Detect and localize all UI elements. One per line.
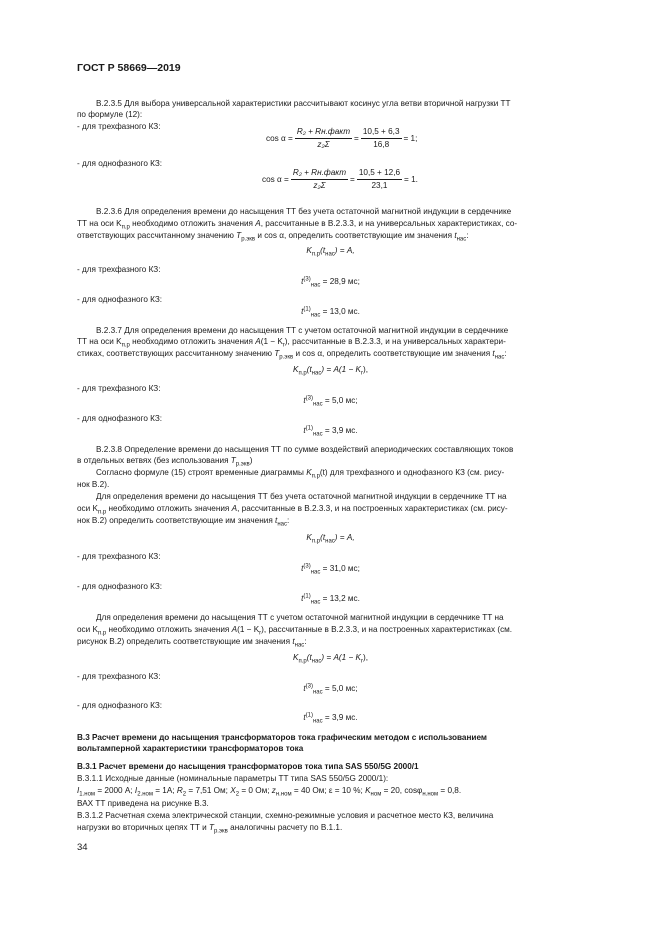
paragraph-line: в отдельных ветвях (без использования $T_{р.экв}$): [77, 456, 253, 468]
paragraph-line: ответствующих рассчитанному значению $T_{р.экв}$ и cos α, определить соответствующие им значения $t_{нас}$:: [77, 231, 469, 243]
list-item: - для трехфазного КЗ:: [77, 672, 161, 681]
formula-fraction: [295, 127, 352, 150]
formula-numerator-values: 10,5 + 6,3: [361, 127, 402, 139]
formula-denominator-value: 23,1: [371, 181, 388, 190]
list-item: - для однофазного КЗ:: [77, 582, 163, 591]
paragraph-line: В.2.3.8 Определение времени до насыщения ТТ по сумме воздействий апериодических составляющих токов: [96, 445, 514, 454]
paragraph-line: Для определения времени до насыщения ТТ без учета остаточной магнитной индукции в сердечнике ТТ на: [96, 492, 507, 501]
paragraph-line: В.3.1.1 Исходные данные (номинальные параметры ТТ типа SAS 550/5G 2000/1):: [77, 774, 389, 783]
formula-line: $t^{(3)}_{нас} = 5,0$ мс;: [303, 683, 358, 696]
page-number: 34: [77, 842, 88, 853]
list-item: - для трехфазного КЗ:: [77, 122, 161, 131]
paragraph-line: Для определения времени до насыщения ТТ с учетом остаточной магнитной индукции в сердечнике ТТ на: [96, 613, 504, 622]
formula-denominator: z₂Σ: [317, 140, 330, 149]
formula-numerator: R₂ + Rн.факт: [295, 127, 352, 139]
formula-line: $t^{(3)}_{нас} = 5,0$ мс;: [303, 395, 358, 408]
list-item: - для однофазного КЗ:: [77, 701, 163, 710]
formula-fraction-values: [357, 168, 402, 191]
paragraph-line: В.3.1.2 Расчетная схема электрической станции, схемно-режимные условия и расчетное место КЗ, величина: [77, 811, 494, 820]
paragraph-line: В.2.3.5 Для выбора универсальной характеристики рассчитывают косинус угла ветви вторичной нагрузки ТТ: [96, 99, 511, 108]
formula-cos-single-phase: cos α = $\frac{\text{R₂ + Rн.факт}}{\text{z₂Σ}}$ = $\frac{10,5 + 12,6}{23,1}$ = 1.: [262, 168, 418, 190]
formula-result: = 1;: [403, 133, 418, 143]
paragraph-line: нок В.2).: [77, 480, 110, 489]
formula-line: $K_{п.р}(t_{нас}) = A(1 - K_r)$,: [292, 365, 368, 377]
paragraph-line: рисунок В.2) определить соответствующие им значения $t_{нас}$:: [77, 637, 307, 649]
formula-line: $t^{(1)}_{нас} = 13,2$ мс.: [301, 593, 360, 606]
formula-line: $K_{п.р}(t_{нас}) = A$,: [306, 533, 355, 545]
formula-numerator-values: 10,5 + 12,6: [357, 168, 402, 180]
section-heading: В.3 Расчет времени до насыщения трансформаторов тока графическим методом с использованием: [77, 733, 487, 742]
formula-denominator-value: 16,8: [373, 140, 390, 149]
list-item: - для трехфазного КЗ:: [77, 384, 161, 393]
paragraph-line: В.2.3.6 Для определения времени до насыщения ТТ без учета остаточной магнитной индукции в сердечнике: [96, 207, 512, 216]
paragraph-line: по формуле (12):: [77, 110, 143, 119]
formula-fraction: [291, 168, 348, 191]
paragraph-line: ТТ на оси $K_{п.р}$ необходимо отложить значения $A(1 - K_r)$, рассчитанные в В.2.3.3, и на универсальных характери-: [77, 337, 506, 349]
section-heading: вольтамперной характеристики трансформаторов тока: [77, 744, 304, 753]
formula-line: $K_{п.р}(t_{нас}) = A$,: [306, 246, 355, 258]
formula-line: $t^{(1)}_{нас} = 13,0$ мс.: [301, 306, 360, 319]
list-item: - для однофазного КЗ:: [77, 414, 163, 423]
paragraph-line: оси $K_{п.р}$ необходимо отложить значения A, рассчитанные в В.2.3.3, и на построенных характеристиках (см. рису-: [77, 504, 508, 516]
paragraph-line: нагрузки во вторичных цепях ТТ и $T_{р.экв}$ аналогичны расчету по В.1.1.: [77, 823, 343, 835]
formula-line: $t^{(1)}_{нас} = 3,9$ мс.: [303, 712, 358, 725]
list-item: - для трехфазного КЗ:: [77, 552, 161, 561]
subsection-heading: В.3.1 Расчет времени до насыщения трансформаторов тока типа SAS 550/5G 2000/1: [77, 762, 419, 771]
formula-line: $t^{(1)}_{нас} = 3,9$ мс.: [303, 425, 358, 438]
formula-line: $K_{п.р}(t_{нас}) = A(1 - K_r)$,: [292, 653, 368, 665]
formula-fraction-values: [361, 127, 402, 150]
paragraph-line: В.2.3.7 Для определения времени до насыщения ТТ с учетом остаточной магнитной индукции в сердечнике: [96, 326, 509, 335]
paragraph-line: оси $K_{п.р}$ необходимо отложить значения $A(1 - K_r)$, рассчитанные в В.2.3.3, и на построенных характеристиках (см.: [77, 625, 513, 637]
formula-line: $t^{(3)}_{нас} = 31,0$ мс;: [301, 563, 360, 576]
list-item: - для однофазного КЗ:: [77, 159, 163, 168]
parameters-line: $I_{1.ном} = 2000$ A; $I_{2.ном} = 1A$; $R_2 = 7,51$ Ом; $X_2 = 0$ Ом; $z_{н.ном} = 40$ Ом; ε = 10 %; $K_{ном} = 20$, cosφ$_{н.ном}$ = 0,8.: [77, 786, 462, 798]
list-item: - для однофазного КЗ:: [77, 295, 163, 304]
formula-numerator: R₂ + Rн.факт: [291, 168, 348, 180]
paragraph-line: нок В.2) определить соответствующие им значения $t_{нас}$:: [77, 516, 290, 528]
formula-cos-three-phase: cos α = $\frac{\text{R₂ + Rн.факт}}{\text{z₂Σ}}$ = $\frac{10,5 + 6,3}{16,8}$ = 1;: [266, 127, 418, 149]
formula-lhs: cos α =: [266, 133, 293, 143]
paragraph-line: ВАХ ТТ приведена на рисунке В.3.: [77, 799, 209, 808]
formula-lhs: cos α =: [262, 174, 289, 184]
paragraph-line: Согласно формуле (15) строят временные диаграммы $K_{п.р}(t)$ для трехфазного и однофазного КЗ (см. рису-: [96, 468, 505, 480]
paragraph-line: ТТ на оси $K_{п.р}$ необходимо отложить значения A, рассчитанные в В.2.3.3, и на универсальных характеристиках, со-: [77, 219, 518, 231]
formula-denominator: z₂Σ: [313, 181, 326, 190]
paragraph-line: стиках, соответствующих рассчитанному значению $T_{р.экв}$ и cos α, определить соответствующие им значения $t_{нас}$:: [77, 349, 507, 361]
list-item: - для трехфазного КЗ:: [77, 265, 161, 274]
formula-line: $t^{(3)}_{нас} = 28,9$ мс;: [301, 276, 360, 289]
document-header: ГОСТ Р 58669—2019: [77, 62, 181, 74]
formula-result: = 1.: [404, 174, 418, 184]
